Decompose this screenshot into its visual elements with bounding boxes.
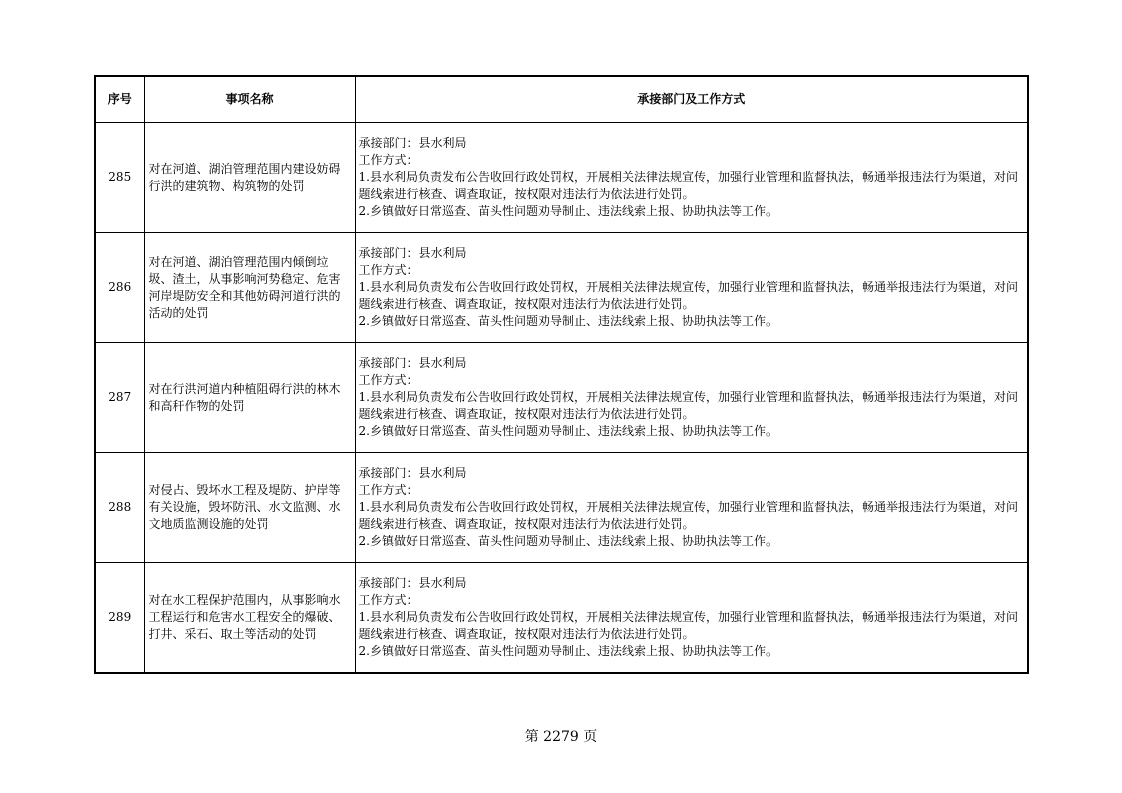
item-name: 对在河道、湖泊管理范围内建设妨碍行洪的建筑物、构筑物的处罚 [144,123,355,233]
mode-item-1: 1.县水利局负责发布公告收回行政处罚权，开展相关法律法规宣传，加强行业管理和监督执法，畅通举报违法行为渠道，对问题线索进行核查、调查取证，按权限对违法行为依法进行处罚。 [358,610,1018,641]
document-table [94,75,1029,674]
table-row [95,343,1028,453]
table-row [95,233,1028,343]
mode-item-1: 1.县水利局负责发布公告收回行政处罚权，开展相关法律法规宣传，加强行业管理和监督执法，畅通举报违法行为渠道，对问题线索进行核查、调查取证，按权限对违法行为依法进行处罚。 [358,170,1018,201]
mode-label: 工作方式： [358,263,419,277]
item-name: 对侵占、毁坏水工程及堤防、护岸等有关设施，毁坏防汛、水文监测、水文地质监测设施的处罚 [144,453,355,563]
mode-item-1: 1.县水利局负责发布公告收回行政处罚权，开展相关法律法规宣传，加强行业管理和监督执法，畅通举报违法行为渠道，对问题线索进行核查、调查取证，按权限对违法行为依法进行处罚。 [358,280,1018,311]
table-row [95,563,1028,674]
row-number: 285 [95,123,144,233]
mode-item-1: 1.县水利局负责发布公告收回行政处罚权，开展相关法律法规宣传，加强行业管理和监督执法，畅通举报违法行为渠道，对问题线索进行核查、调查取证，按权限对违法行为依法进行处罚。 [358,500,1018,531]
work-mode-cell [355,343,1028,453]
mode-item-2: 2.乡镇做好日常巡查、苗头性问题劝导制止、违法线索上报、协助执法等工作。 [358,644,778,658]
mode-item-2: 2.乡镇做好日常巡查、苗头性问题劝导制止、违法线索上报、协助执法等工作。 [358,424,778,438]
item-name: 对在行洪河道内种植阻碍行洪的林木和高秆作物的处罚 [144,343,355,453]
item-name: 对在河道、湖泊管理范围内倾倒垃圾、渣土，从事影响河势稳定、危害河岸堤防安全和其他妨碍河道行洪的活动的处罚 [144,233,355,343]
row-number: 288 [95,453,144,563]
mode-label: 工作方式： [358,483,419,497]
dept-line: 承接部门：县水利局 [358,576,467,590]
dept-line: 承接部门：县水利局 [358,136,467,150]
dept-line: 承接部门：县水利局 [358,246,467,260]
header-no: 序号 [95,76,144,123]
mode-item-2: 2.乡镇做好日常巡查、苗头性问题劝导制止、违法线索上报、协助执法等工作。 [358,314,778,328]
mode-item-1: 1.县水利局负责发布公告收回行政处罚权，开展相关法律法规宣传，加强行业管理和监督执法，畅通举报违法行为渠道，对问题线索进行核查、调查取证，按权限对违法行为依法进行处罚。 [358,390,1018,421]
work-mode-cell [355,453,1028,563]
row-number: 286 [95,233,144,343]
table-row [95,123,1028,233]
row-number: 287 [95,343,144,453]
work-mode-cell [355,563,1028,674]
dept-line: 承接部门：县水利局 [358,466,467,480]
mode-item-2: 2.乡镇做好日常巡查、苗头性问题劝导制止、违法线索上报、协助执法等工作。 [358,534,778,548]
dept-line: 承接部门：县水利局 [358,356,467,370]
work-mode-cell [355,233,1028,343]
table-header-row [95,76,1028,123]
page-number: 第 2279 页 [524,729,598,745]
mode-label: 工作方式： [358,373,419,387]
row-number: 289 [95,563,144,674]
mode-label: 工作方式： [358,153,419,167]
mode-label: 工作方式： [358,593,419,607]
item-name: 对在水工程保护范围内，从事影响水工程运行和危害水工程安全的爆破、打井、采石、取土等活动的处罚 [144,563,355,674]
work-mode-cell [355,123,1028,233]
table-row [95,453,1028,563]
mode-item-2: 2.乡镇做好日常巡查、苗头性问题劝导制止、违法线索上报、协助执法等工作。 [358,204,778,218]
header-name: 事项名称 [144,76,355,123]
header-dept: 承接部门及工作方式 [355,76,1028,123]
